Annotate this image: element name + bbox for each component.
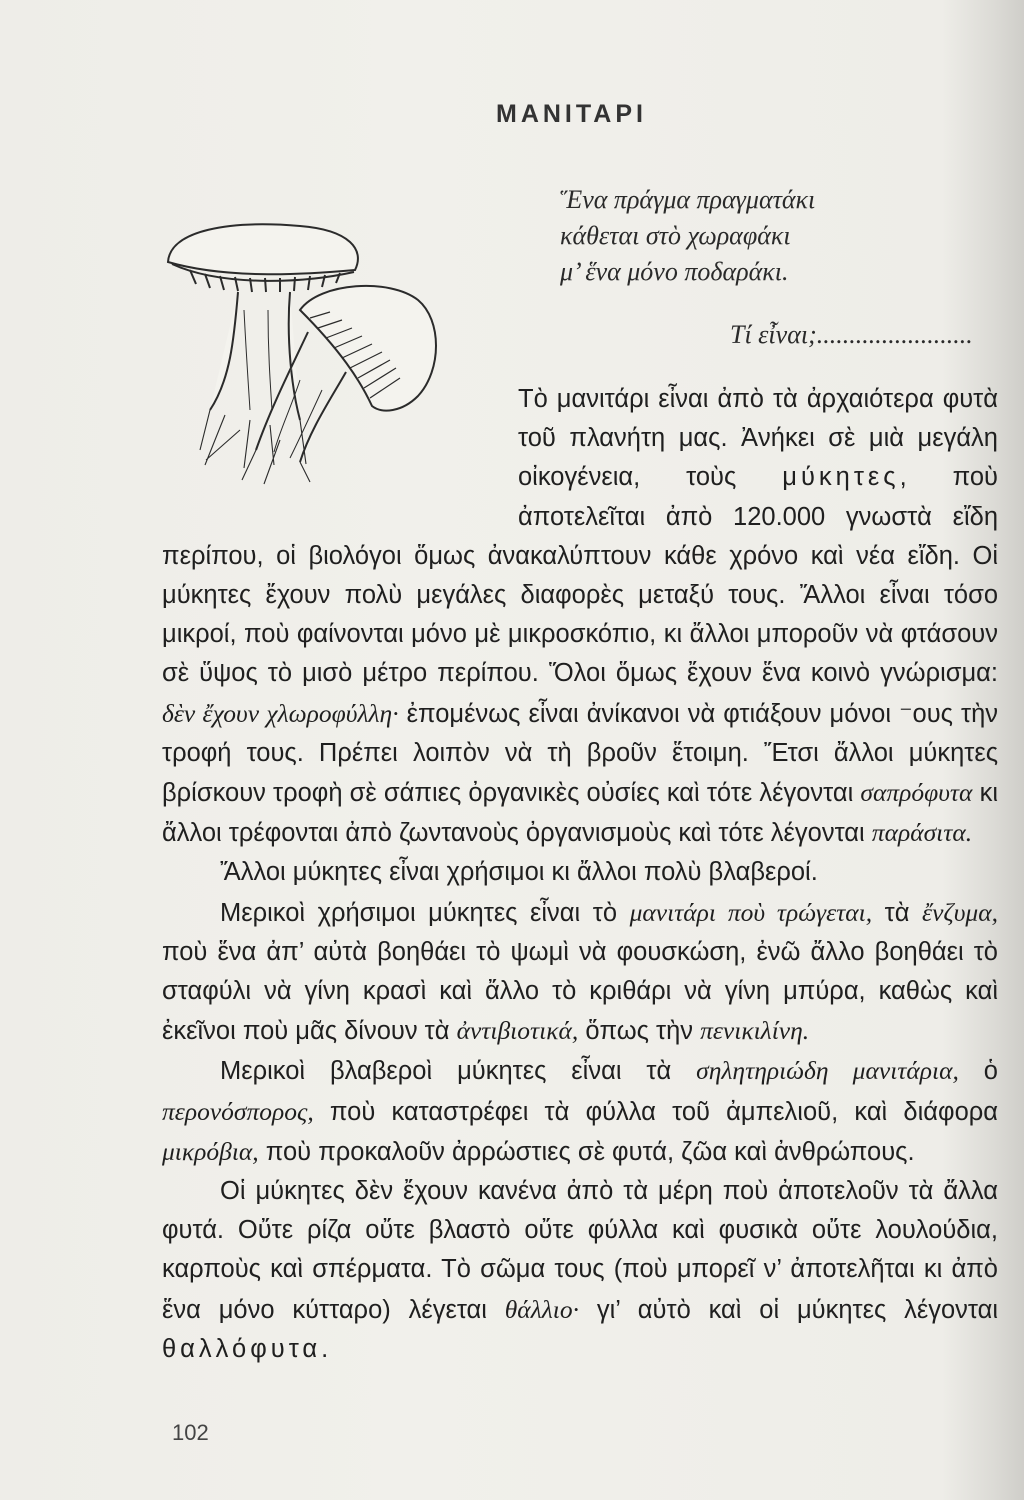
body-paragraph bbox=[162, 1172, 998, 1369]
text-segment: . bbox=[321, 1334, 329, 1363]
illustration-wrap-space bbox=[162, 380, 518, 498]
text-segment: ποὺ ἕνα ἀπ’ αὐτὰ βοηθάει τὸ ψωμὶ νὰ φουσκώση, ἐνῶ ἄλλο βοηθάει τὸ σταφύλι νὰ γίνη κρασὶ καὶ ἄλλο τὸ κριθάρι νὰ γίνη μπύρα, καθὼς καὶ ἐκεῖνοι ποὺ μᾶς δίνουν τὰ bbox=[162, 937, 998, 1046]
text-segment: Οἱ μύκητες δὲν ἔχουν κανένα ἀπὸ τὰ μέρη ποὺ ἀποτελοῦν τὰ ἄλλα φυτά. Οὔτε ρίζα οὔτε βλαστὸ οὔτε φύλλα καὶ φυσικὰ οὔτε λουλούδια, καρποὺς καὶ σπέρματα. Τὸ σῶμα τους (ποὺ μπορεῖ ν’ ἀποτελῆται κι ἀπὸ ἕνα μόνο κύτταρο) λέγεται bbox=[162, 1177, 998, 1324]
italic-term: μανιτάρι ποὺ τρώγεται, bbox=[629, 897, 873, 927]
text-segment: Τὸ μανιτάρι εἶναι ἀπὸ τὰ ἀρχαιότερα φυτὰ τοῦ πλανήτη μας. Ἀνήκει σὲ μιὰ μεγάλη οἰκογένεια, τοὺς bbox=[518, 385, 998, 492]
text-segment: ἐπομένως εἶναι ἀνίκανοι νὰ φτιάξουν μόνοι ⁻ους τὴν τροφή τους. Πρέπει λοιπὸν νὰ τὴ βροῦν ἕτοιμη. Ἔτσι ἄλλοι μύκητες βρίσκουν τροφὴ σὲ σάπιες ὀργανικὲς οὐσίες καὶ τότε λέγονται bbox=[162, 699, 998, 808]
body-paragraph bbox=[162, 853, 998, 892]
text-segment: τὰ bbox=[872, 898, 923, 927]
body-paragraph bbox=[162, 893, 998, 1052]
riddle-poem bbox=[560, 182, 815, 290]
text-segment: ὁ bbox=[958, 1057, 998, 1086]
italic-term: θάλλιο· bbox=[504, 1294, 579, 1324]
poem-line: μ’ ἕνα μόνο ποδαράκι. bbox=[560, 257, 789, 286]
text-segment: κι ἄλλοι τρέφονται ἀπὸ ζωντανοὺς ὀργανισμοὺς καὶ τότε λέγονται bbox=[162, 779, 999, 848]
text-segment: Μερικοὶ χρήσιμοι μύκητες εἶναι τὸ bbox=[220, 898, 630, 927]
page-number: 102 bbox=[172, 1420, 209, 1445]
text-segment: Ἄλλοι μύκητες εἶναι χρήσιμοι κι ἄλλοι πολὺ βλαβεροί. bbox=[220, 858, 818, 887]
riddle-question: Τί εἶναι;........................ bbox=[730, 320, 973, 349]
italic-term: ἀντιβιοτικά, bbox=[456, 1016, 579, 1046]
italic-term: σαπρόφυτα bbox=[860, 778, 973, 808]
spaced-term: μύκητες bbox=[782, 463, 900, 492]
body-paragraph bbox=[162, 1051, 998, 1172]
italic-term: πενικιλίνη. bbox=[700, 1016, 810, 1046]
text-segment: , ποὺ ἀποτελεῖται ἀπὸ 120.000 γνωστὰ εἴδη περίπου, οἱ βιολόγοι ὅμως ἀνακαλύπτουν κάθε χρόνο καὶ νέα εἴδη. Οἱ μύκητες ἔχουν πολὺ μεγάλες διαφορὲς μεταξύ τους. Ἄλλοι εἶναι τόσο μικροί, ποὺ φαίνονται μόνο μὲ μικροσκόπιο, κι ἄλλοι μποροῦν νὰ φτάσουν σὲ ὕψος τὸ μισὸ μέτρο περίπου. Ὅλοι ὅμως ἔχουν ἕνα κοινὸ γνώρισμα: bbox=[162, 463, 998, 688]
text-segment: ὅπως τὴν bbox=[578, 1017, 701, 1046]
italic-term: σηλητηριώδη μανιτάρια, bbox=[696, 1056, 959, 1086]
poem-line: κάθεται στὸ χωραφάκι bbox=[560, 221, 791, 250]
body-text bbox=[162, 380, 998, 1369]
italic-term: παράσιτα. bbox=[871, 818, 973, 848]
italic-term: δὲν ἔχουν χλωροφύλλη· bbox=[162, 698, 399, 728]
body-paragraph bbox=[162, 380, 998, 853]
poem-line: Ἕνα πράγμα πραγματάκι bbox=[560, 185, 816, 214]
text-segment: ποὺ καταστρέφει τὰ φύλλα τοῦ ἀμπελιοῦ, καὶ διάφορα bbox=[313, 1097, 998, 1126]
text-segment: γι’ αὐτὸ καὶ οἱ μύκητες λέγονται bbox=[579, 1295, 999, 1324]
italic-term: ἔνζυμα, bbox=[922, 897, 998, 927]
italic-term: μικρόβια, bbox=[162, 1136, 259, 1166]
spaced-term: θαλλόφυτα bbox=[162, 1334, 322, 1363]
italic-term: περονόσπορος, bbox=[162, 1096, 314, 1126]
text-segment: ποὺ προκαλοῦν ἀρρώστιες σὲ φυτά, ζῶα καὶ ἀνθρώπους. bbox=[258, 1137, 915, 1166]
text-segment: Μερικοὶ βλαβεροὶ μύκητες εἶναι τὰ bbox=[220, 1057, 697, 1086]
page-title: ΜΑΝΙΤΑΡΙ bbox=[496, 100, 647, 128]
